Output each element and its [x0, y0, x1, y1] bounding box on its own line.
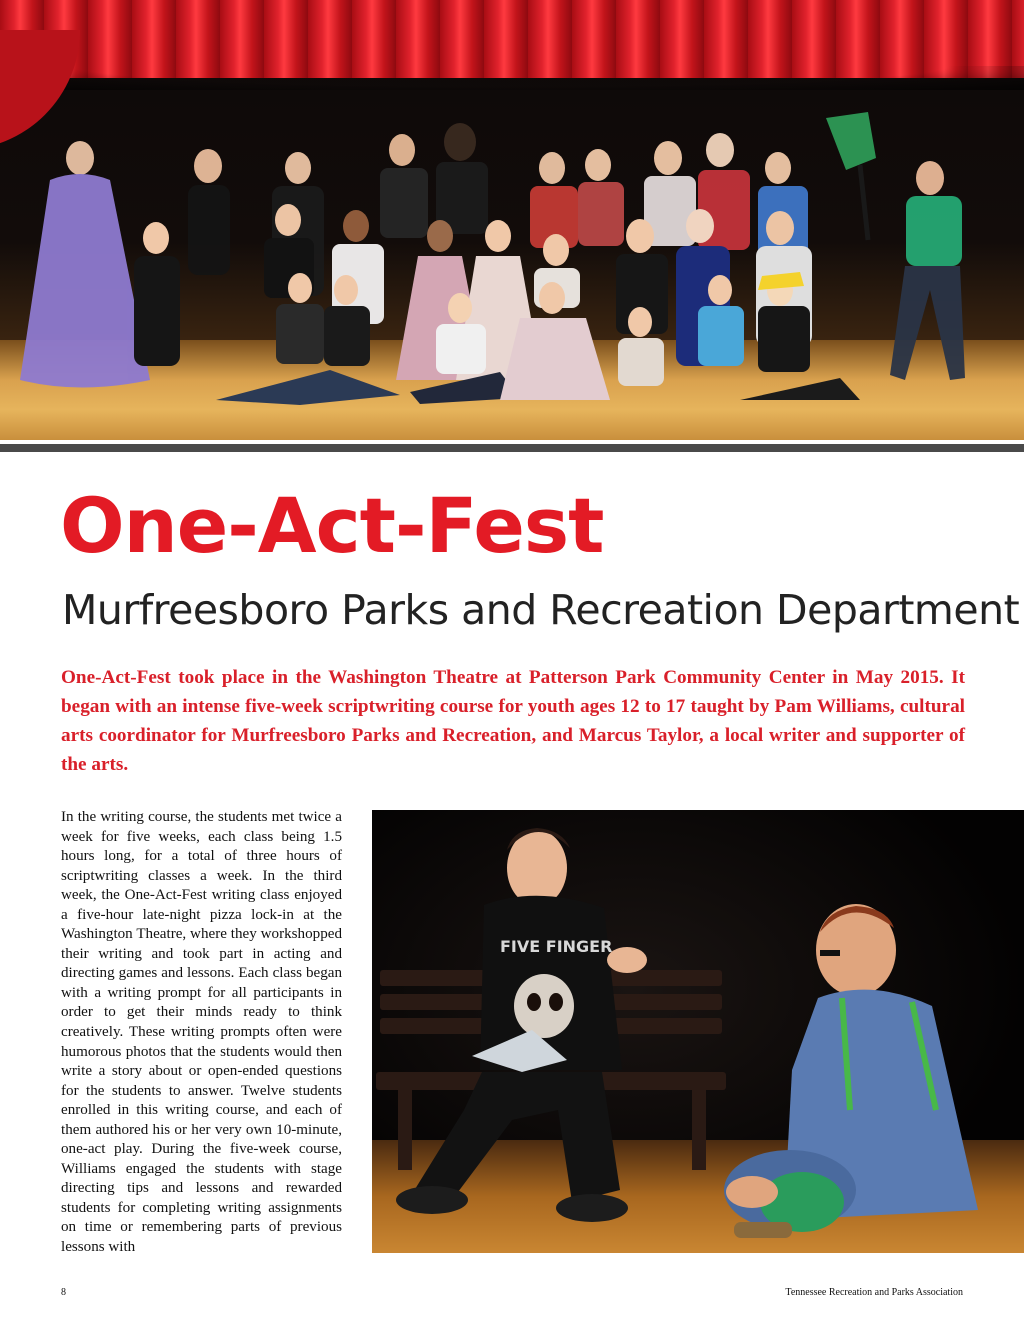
actors-on-stage-photo [372, 810, 1024, 1253]
intro-paragraph: One-Act-Fest took place in the Washington Theatre at Patterson Park Community Center in May 2015. It began with an intense five-week scriptwriting course for youth ages 12 to 17 taught by Pam Williams, cultural arts coordinator for Murfreesboro Parks and Recreation, and Marcus Taylor, a local writer and supporter of the arts. [61, 667, 965, 775]
actors-scene [372, 810, 1024, 1253]
body-column: In the writing course, the students met twice a week for five weeks, each class being 1.5 hours long, for a total of three hours of scriptwriting classes a week. In the third week, the One-Act-Fest writing class enjoyed a five-hour late-night pizza lock-in at the Washington Theatre, where they workshopped their writing and took part in acting and directing games and lessons. Each class began with a writing prompt for all participants in order to get their minds ready to think creatively. These writing prompts often were humorous photos that the students would then write a story about or open-ended questions for the students to answer. Twelve students enrolled in this writing course, and each of them authored his or her very own 10-minute, one-act play. During the five-week course, Williams engaged the students with stage directing tips and lessons and rewarded students for completing writing assignments on time or remembering parts of previous lessons with [61, 809, 342, 1256]
article-title: One-Act-Fest [60, 481, 604, 570]
cast-figures [0, 0, 1024, 440]
article-subtitle: Murfreesboro Parks and Recreation Department [62, 586, 1020, 634]
cast-group-photo [0, 0, 1024, 440]
page-number: 8 [61, 1287, 66, 1298]
section-divider [0, 444, 1024, 452]
footer-organization: Tennessee Recreation and Parks Association [785, 1287, 963, 1298]
shirt-text: FIVE FINGER [500, 937, 613, 956]
